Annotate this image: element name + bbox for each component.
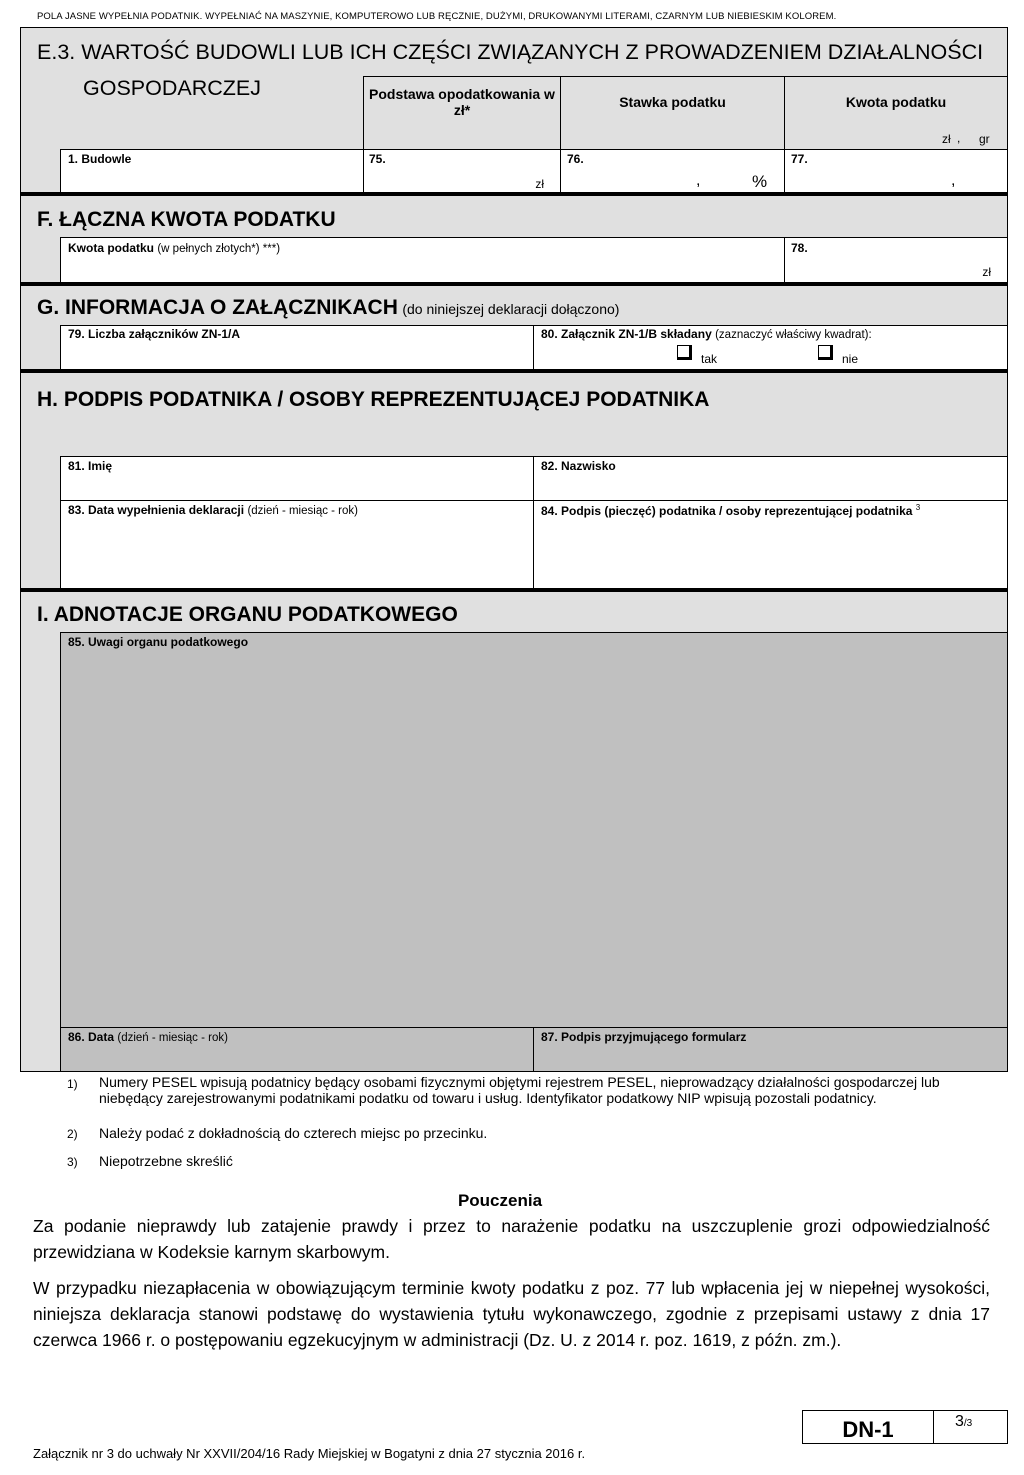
form-code-box bbox=[802, 1410, 1008, 1444]
column-header-rate: Stawka podatku bbox=[619, 94, 726, 110]
option-yes-label: tak bbox=[701, 352, 718, 366]
total-tax-label-cell bbox=[60, 237, 784, 282]
field-79-label: 79. Liczba załączników ZN-1/A bbox=[68, 327, 241, 341]
instructions-paragraph-1: Za podanie nieprawdy lub zatajenie prawdy i przez to narażenie podatku na uszczuplenie grozi odpowiedzialność przewidziana w Kodeksie karnym skarbowym. bbox=[33, 1216, 990, 1262]
total-tax-label: Kwota podatku bbox=[68, 241, 154, 255]
option-no-label: nie bbox=[842, 352, 859, 366]
footnote-3-number: 3) bbox=[67, 1155, 78, 1169]
section-i-title: I. ADNOTACJE ORGANU PODATKOWEGO bbox=[37, 603, 458, 626]
page-number bbox=[955, 1413, 972, 1431]
instructions-heading: Pouczenia bbox=[457, 1191, 543, 1210]
field-76-percent: % bbox=[752, 172, 768, 191]
checkbox-yes[interactable] bbox=[677, 345, 692, 360]
field-78-unit: zł bbox=[982, 265, 991, 279]
field-83-date[interactable] bbox=[60, 500, 533, 588]
section-g-title: G. INFORMACJA O ZAŁĄCZNIKACH bbox=[37, 296, 398, 319]
page-total: /3 bbox=[963, 1418, 973, 1429]
unit-gr: gr bbox=[979, 132, 990, 146]
field-82-last-name[interactable] bbox=[533, 456, 1008, 500]
field-86-note: (dzień - miesiąc - rok) bbox=[117, 1032, 228, 1044]
footnote-2-text: Należy podać z dokładnością do czterech miejsc po przecinku. bbox=[99, 1125, 488, 1141]
field-77-comma: , bbox=[951, 172, 956, 189]
form-code: DN-1 bbox=[803, 1411, 934, 1443]
field-77-label: 77. bbox=[791, 152, 808, 166]
field-78-total[interactable] bbox=[784, 237, 1008, 282]
section-h-title: H. PODPIS PODATNIKA / OSOBY REPREZENTUJĄCEJ PODATNIKA bbox=[37, 388, 710, 411]
field-76-comma: , bbox=[696, 172, 701, 189]
field-86-date bbox=[60, 1027, 533, 1072]
field-77-amount[interactable] bbox=[784, 149, 1008, 194]
field-87-label: 87. Podpis przyjmującego formularz bbox=[541, 1030, 747, 1044]
fill-instructions: POLA JASNE WYPEŁNIA PODATNIK. WYPEŁNIAĆ NA MASZYNIE, KOMPUTEROWO LUB RĘCZNIE, DUŻYMI, DRUKOWANYMI LITERAMI, CZARNYM LUB NIEBIESKIM KOLOREM. bbox=[37, 11, 837, 22]
field-82-label: 82. Nazwisko bbox=[541, 459, 616, 473]
footnote-1-number: 1) bbox=[67, 1077, 78, 1091]
field-76-rate[interactable] bbox=[560, 149, 784, 194]
attachment-note: Załącznik nr 3 do uchwały Nr XXVII/204/16 Rady Miejskiej w Bogatyni z dnia 27 stycznia 2016 r. bbox=[33, 1446, 586, 1461]
field-84-signature[interactable] bbox=[533, 500, 1008, 588]
field-78-label: 78. bbox=[791, 241, 808, 255]
section-g-subtitle: (do niniejszej deklaracji dołączono) bbox=[402, 301, 620, 317]
footnote-3-text: Niepotrzebne skreślić bbox=[99, 1153, 233, 1169]
row-label-budowle: 1. Budowle bbox=[68, 152, 132, 166]
field-87-receiver-signature bbox=[533, 1027, 1008, 1072]
field-84-label: 84. Podpis (pieczęć) podatnika / osoby reprezentującej podatnika bbox=[541, 504, 913, 518]
instructions-paragraph-2: W przypadku niezapłacenia w obowiązującym terminie kwoty podatku z poz. 77 lub wpłacenia jej w niepełnej wysokości, niniejsza deklaracja stanowi podstawę do wystawienia tytułu wykonawczego, zgodnie z przepisami ustawy z dnia 17 czerwca 1966 r. o postępowaniu egzekucyjnym w administracji (Dz. U. z 2014 r. poz. 1619, z późn. zm.). bbox=[33, 1278, 990, 1350]
field-84-footnote-ref: 3 bbox=[915, 503, 921, 512]
field-80-attachment bbox=[533, 325, 1008, 369]
field-81-first-name[interactable] bbox=[60, 456, 533, 500]
field-85-label: 85. Uwagi organu podatkowego bbox=[68, 635, 249, 649]
footnote-1-line1: Numery PESEL wpisują podatnicy będący osobami fizycznymi objętymi rejestrem PESEL, nieprowadzący działalności gospodarczej lub bbox=[99, 1074, 940, 1090]
field-86-label: 86. Data bbox=[68, 1030, 115, 1044]
footnote-2-number: 2) bbox=[67, 1127, 78, 1141]
field-75-unit: zł bbox=[535, 177, 544, 191]
field-75-base[interactable] bbox=[363, 149, 560, 194]
field-80-label: 80. Załącznik ZN-1/B składany bbox=[541, 327, 712, 341]
section-e3-title: E.3. WARTOŚĆ BUDOWLI LUB ICH CZĘŚCI ZWIĄZANYCH Z PROWADZENIEM DZIAŁALNOŚCI bbox=[37, 40, 984, 64]
field-75-label: 75. bbox=[369, 152, 386, 166]
page-current: 3 bbox=[955, 1413, 964, 1430]
section-f-title: F. ŁĄCZNA KWOTA PODATKU bbox=[37, 208, 336, 231]
footnote-1-line2: niebędący zarejestrowanymi podatnikami podatku od towaru i usług. Identyfikator podatkowy NIP wpisują pozostali podatnicy. bbox=[99, 1090, 877, 1106]
row-label-cell bbox=[60, 149, 363, 194]
column-header-base: Podstawa opodatkowania w zł* bbox=[369, 86, 555, 118]
total-tax-note: (w pełnych złotych*) ***) bbox=[157, 243, 281, 255]
field-76-label: 76. bbox=[567, 152, 584, 166]
field-83-label: 83. Data wypełnienia deklaracji bbox=[68, 503, 245, 517]
unit-zl: zł bbox=[942, 132, 951, 146]
section-e3-title-cont: GOSPODARCZEJ bbox=[83, 76, 261, 100]
field-85-remarks bbox=[60, 632, 1008, 1028]
field-80-note: (zaznaczyć właściwy kwadrat): bbox=[715, 329, 872, 341]
footnote-1 bbox=[99, 1074, 989, 1106]
field-83-note: (dzień - miesiąc - rok) bbox=[247, 505, 358, 517]
field-81-label: 81. Imię bbox=[68, 459, 113, 473]
field-79-attachments[interactable] bbox=[60, 325, 533, 369]
checkbox-no[interactable] bbox=[818, 345, 833, 360]
unit-comma: , bbox=[957, 131, 961, 145]
column-header-amount: Kwota podatku bbox=[845, 94, 947, 110]
